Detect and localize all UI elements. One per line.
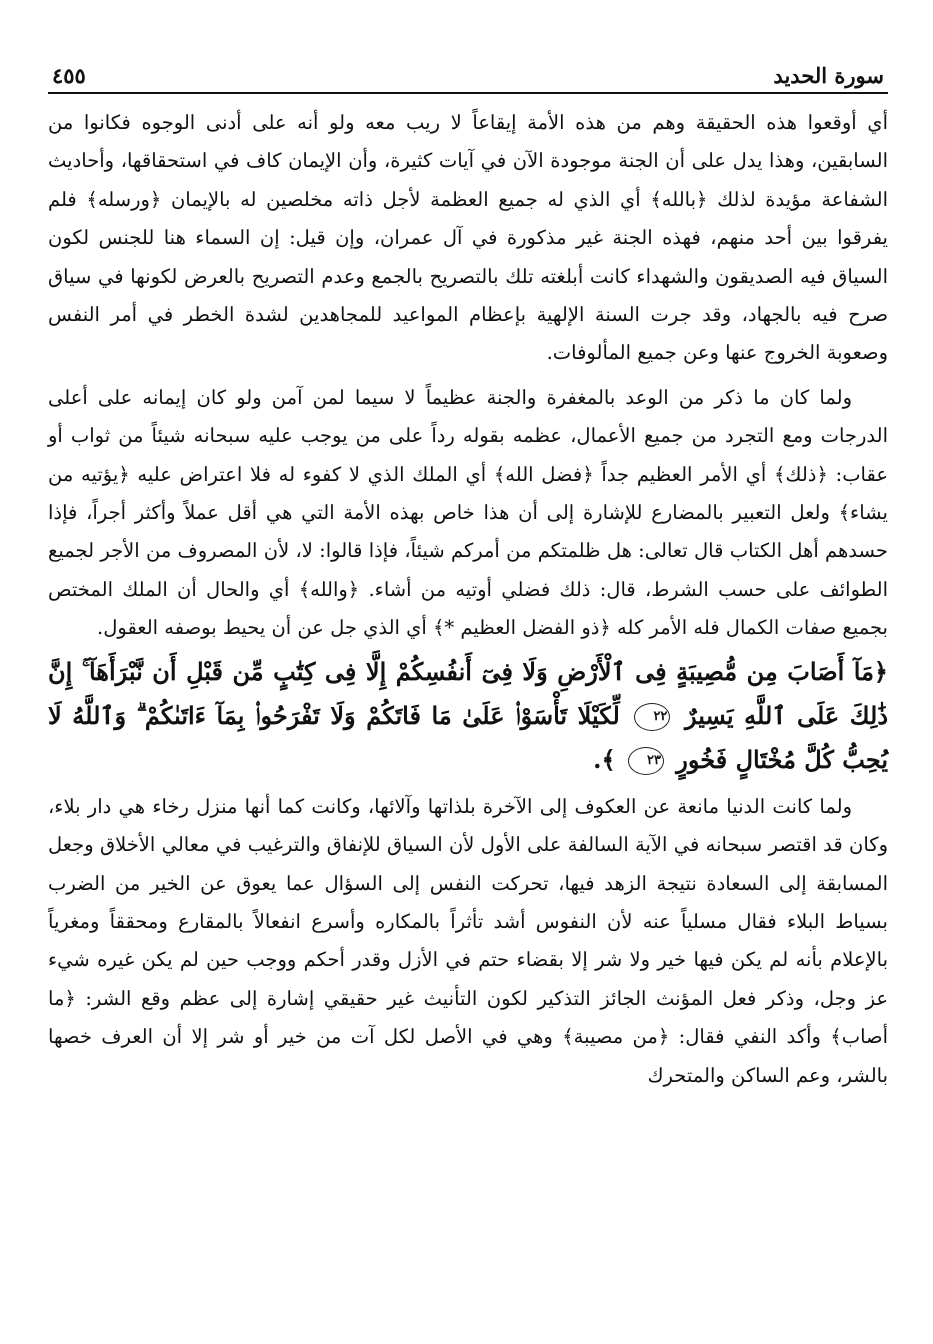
surah-title: سورة الحديد <box>773 63 884 88</box>
book-page <box>48 52 888 1322</box>
page-header <box>48 52 888 94</box>
paragraph-3: ولما كانت الدنيا مانعة عن العكوف إلى الآخرة بلذاتها وآلائها، وكانت كما أنها منزل رخاء هي دار بلاء، وكان قد اقتصر سبحانه في الآية السالفة على الأول لأن السياق للإنفاق والترغيب في معالي الأخلاق وجعل المسابقة إلى السعادة نتيجة الزهد فيها، تحركت النفس إلى السؤال عما يعوق عن الخير من الضرب بسياط البلاء فقال مسلياً عنه لأن النفوس أشد تأثراً بالمكاره وأسرع انفعالاً بالمقارع ومحققاً ومغرياً بالإعلام بأنه لم يكن فيها خير ولا شر إلا بقضاء حتم في الأزل وقدر أحكم ووجب حين لم يكن غيره شيء عز وجل، وذكر فعل المؤنث الجائز التذكير لكون التأنيث غير حقيقي إشارة إلى عظم وقع الشر: ﴿ما أصاب﴾ وأكد النفي فقال: ﴿من مصيبة﴾ وهي في الأصل لكل آت من خير أو شر إلا أن العرف خصها بالشر، وعم الساكن والمتحرك <box>48 794 888 1087</box>
page-body <box>48 104 888 1095</box>
verse-22: ﴿مَآ أَصَابَ مِن مُّصِيبَةٍ فِى ٱلْأَرْضِ وَلَا فِىٓ أَنفُسِكُمْ إِلَّا فِى كِتَٰبٍ مِّن قَبْلِ أَن نَّبْرَأَهَآ ۚ إِنَّ ذَٰلِكَ عَلَى ٱللَّهِ يَسِيرٌ <box>48 656 889 730</box>
quran-verses <box>48 650 888 782</box>
verse-23: لِّكَيْلَا تَأْسَوْا۟ عَلَىٰ مَا فَاتَكُمْ وَلَا تَفْرَحُوا۟ بِمَآ ءَاتَىٰكُمْ ۗ وَٱللَّهُ لَا يُحِبُّ كُلَّ مُخْتَالٍ فَخُورٍ <box>48 700 888 774</box>
verse-marker-22: ٢٢ <box>634 703 670 731</box>
verse-closing: ﴾. <box>593 744 616 774</box>
paragraph-1: أي أوقعوا هذه الحقيقة وهم من هذه الأمة إيقاعاً لا ريب معه ولو أنه على أدنى الوجوه فكانوا من السابقين، وهذا يدل على أن الجنة موجودة الآن في آيات كثيرة، وأن الإيمان كاف في استحقاقها، وأحاديث الشفاعة مؤيدة لذلك ﴿بالله﴾ أي الذي له جميع العظمة لأجل ذاته مخلصين له بالإيمان ﴿ورسله﴾ فلم يفرقوا بين أحد منهم، فهذه الجنة غير مذكورة في آل عمران، وإن قيل: إن السماء هنا للجنس لكون السياق فيه الصديقون والشهداء كانت أبلغته تلك بالتصريح بالجمع وعدم التصريح بالعرض لكونها في سياق صرح فيه بالجهاد، وقد جرت السنة الإلهية بإعظام المواعيد للمجاهدين لشدة الخطر في أمر النفس وصعوبة الخروج عنها وعن جميع المألوفات. <box>48 111 888 365</box>
verse-marker-23: ٢٣ <box>628 747 664 775</box>
paragraph-2: ولما كان ما ذكر من الوعد بالمغفرة والجنة عظيماً لا سيما لمن آمن ولو كان إيمانه على أعلى الدرجات ومع التجرد من جميع الأعمال، عظمه بقوله رداً على من يوجب عليه سبحانه شيئاً من ثواب أو عقاب: ﴿ذلك﴾ أي الأمر العظيم جداً ﴿فضل الله﴾ أي الملك الذي لا كفوء له فلا اعتراض عليه ﴿يؤتيه من يشاء﴾ ولعل التعبير بالمضارع للإشارة إلى أن هذا خاص بهذه الأمة التي هي أقل عملاً وأكثر أجراً، فإذا حسدهم أهل الكتاب قال تعالى: هل ظلمتكم من أمركم شيئاً، فإذا قالوا: لا، لأن المصروف من الأجر لجميع الطوائف على حسب الشرط، قال: ذلك فضلي أوتيه من أشاء. ﴿والله﴾ أي والحال أن الملك المختص بجميع صفات الكمال فله الأمر كله ﴿ذو الفضل العظيم *﴾ أي الذي جل عن أن يحيط بوصفه العقول. <box>48 385 888 640</box>
page-number: ٤٥٥ <box>52 63 86 88</box>
